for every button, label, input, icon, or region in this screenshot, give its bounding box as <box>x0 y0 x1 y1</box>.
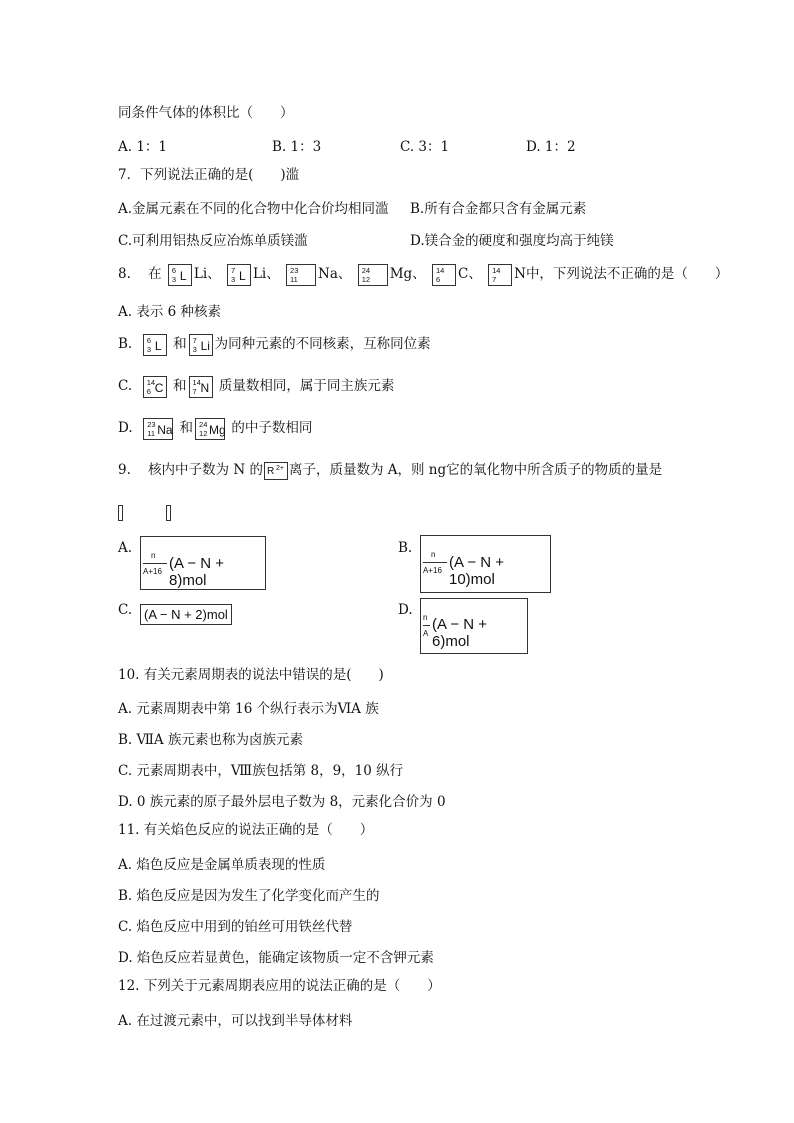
nuclide-box: 6 3 L <box>143 334 167 356</box>
nuclide-box: 24 12 Mg <box>195 418 225 440</box>
q7-option-a: A.金属元素在不同的化合物中化合价均相同滥 <box>118 201 389 217</box>
q8-option-d: D. 23 11 Na 和 24 12 Mg 的中子数相同 <box>118 419 313 438</box>
q12-option-a: A. 在过渡元素中，可以找到半导体材料 <box>118 1013 353 1029</box>
q10-option-c: C. 元素周期表中，Ⅷ族包括第 8，9，10 纵行 <box>118 763 404 779</box>
nuclide-box: 14 6 C <box>143 376 167 398</box>
nuclide-symbol: C <box>457 266 469 282</box>
q6-option-b: B. 1：3 <box>272 139 322 155</box>
nuclide-box: 14 6 <box>432 264 456 286</box>
q9-label-b: B. <box>398 540 413 556</box>
nuclide-box: 14 7 <box>488 264 512 286</box>
q9-option-a-formula: n A+16 (A − N + 8)mol <box>140 536 266 590</box>
q7-stem: 7．下列说法正确的是( )滥 <box>118 167 300 183</box>
q8-option-c: C. 14 6 C 和 14 7 N 质量数相同，属于同主族元素 <box>118 377 395 396</box>
q7-option-d: D.镁合金的硬度和强度均高于纯镁 <box>410 233 614 249</box>
q8-option-a: A. 表示 6 种核素 <box>118 304 222 320</box>
nuclide-box: 24 12 <box>358 264 388 286</box>
q11-option-d: D. 焰色反应若显黄色，能确定该物质一定不含钾元素 <box>118 950 434 966</box>
q6-option-a: A. 1：1 <box>118 139 168 155</box>
q6-option-d: D. 1：2 <box>526 139 576 155</box>
q9-label-a: A. <box>118 540 133 556</box>
q10-option-d: D. 0 族元素的原子最外层电子数为 8，元素化合价为 0 <box>118 794 446 810</box>
q8-post: 中，下列说法不正确的是（ ） <box>525 266 729 282</box>
q6-stem: 同条件气体的体积比（ ） <box>118 105 294 121</box>
nuclide-symbol: N <box>514 266 526 282</box>
q7-option-b: B.所有合金都只含有金属元素 <box>410 201 587 217</box>
q8-pre: 在 <box>148 266 162 282</box>
q9-option-b-formula: n A+16 (A − N + 10)mol <box>420 535 551 593</box>
nuclide-box: 7 3 L <box>227 264 251 286</box>
q10-option-b: B. ⅦA 族元素也称为卤族元素 <box>118 732 303 748</box>
nuclide-box: 23 11 Na <box>143 418 173 440</box>
q8-stem: 8. 在 6 3 L Li、 7 3 L Li、 23 11 Na、 24 12 Mg、 14 6 C、 14 7 N中，下列说法不正确的是（ ） <box>118 265 729 284</box>
nuclide-symbol: Li <box>252 266 267 282</box>
q11-option-a: A. 焰色反应是金属单质表现的性质 <box>118 857 326 873</box>
q10-option-a: A. 元素周期表中第 16 个纵行表示为ⅥA 族 <box>118 701 379 717</box>
nuclide-box: 6 3 L <box>168 264 192 286</box>
nuclide-box: 23 11 <box>286 264 316 286</box>
ion-box: R 2+ <box>264 462 288 480</box>
nuclide-box: 14 7 N <box>189 376 213 398</box>
q7-option-c: C.可利用铝热反应冶炼单质镁滥 <box>118 233 308 249</box>
nuclide-symbol: Li <box>193 266 208 282</box>
q9-label-d: D. <box>398 602 413 618</box>
q9-option-d-formula: n A (A − N + 6)mol <box>420 598 528 654</box>
q9-answer-paren <box>118 503 171 521</box>
q11-option-c: C. 焰色反应中用到的铂丝可用铁丝代替 <box>118 919 353 935</box>
nuclide-symbol: Na <box>318 266 338 282</box>
nuclide-box: 7 3 Li <box>189 334 213 356</box>
q9-label-c: C. <box>118 602 133 618</box>
q12-stem: 12. 下列关于元素周期表应用的说法正确的是（ ） <box>118 978 441 994</box>
paren-right-box <box>166 505 171 521</box>
nuclide-symbol: Mg <box>389 266 413 282</box>
q8-option-b: B. 6 3 L 和 7 3 Li 为同种元素的不同核素，互称同位素 <box>118 335 431 354</box>
q6-option-c: C. 3：1 <box>400 139 450 155</box>
paren-left-box <box>118 505 123 521</box>
q10-stem: 10. 有关元素周期表的说法中错误的是( ) <box>118 667 384 683</box>
q11-stem: 11. 有关焰色反应的说法正确的是（ ） <box>118 822 374 838</box>
q9-stem: 9. 核内中子数为 N 的 R 2+ 离子，质量数为 A，则 ng它的氧化物中所含质子的物质的量是 <box>118 462 663 478</box>
q9-number: 9. <box>118 462 131 478</box>
q11-option-b: B. 焰色反应是因为发生了化学变化而产生的 <box>118 888 380 904</box>
q9-option-c-formula: (A − N + 2)mol <box>140 604 232 625</box>
q8-number: 8. <box>118 266 131 282</box>
